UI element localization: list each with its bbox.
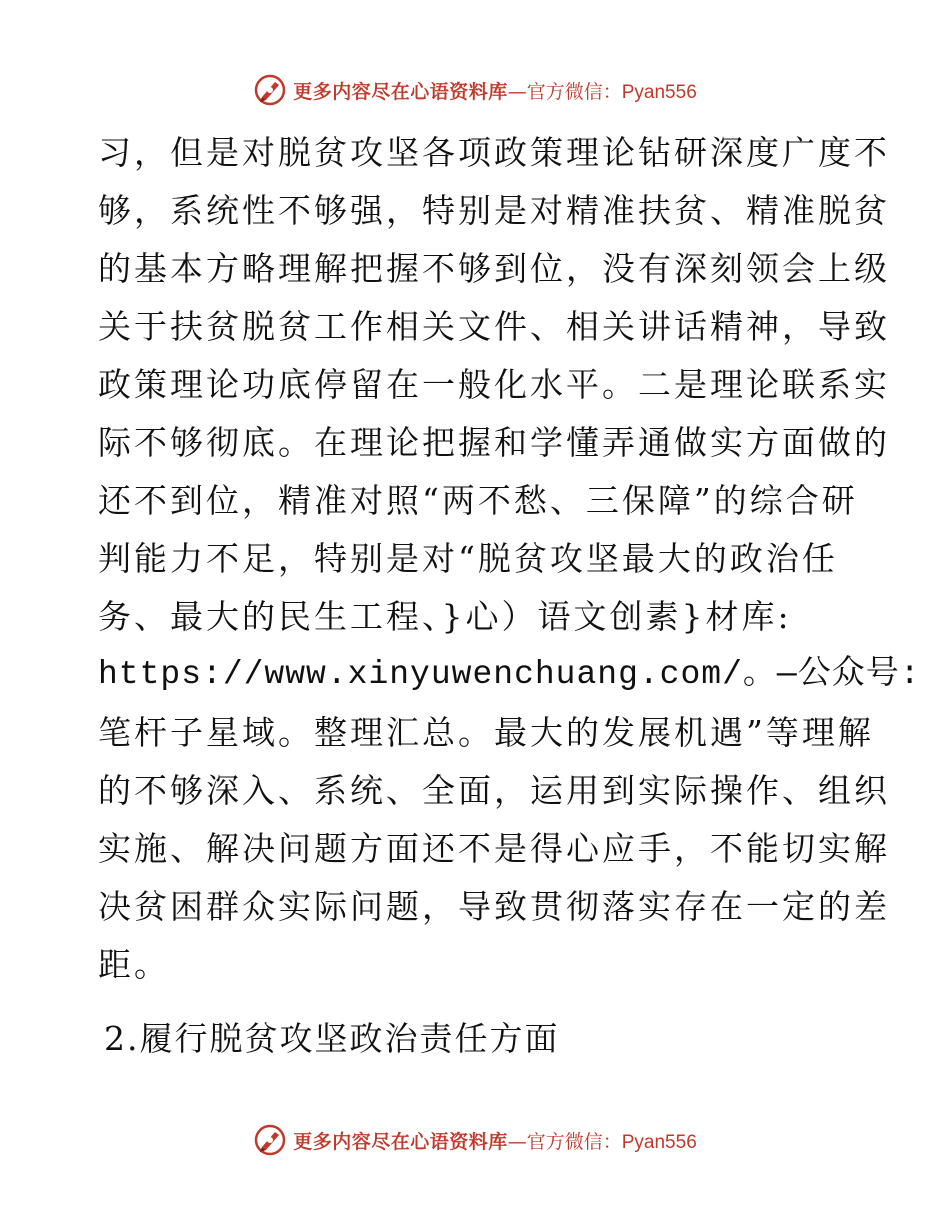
- banner-wechat-label: 官方微信：: [526, 80, 622, 103]
- header-watermark-banner: [0, 70, 950, 110]
- paragraph-line: 政策理论功底停留在一般化水平。二是理论联系实: [98, 365, 890, 404]
- banner-text: [293, 1127, 697, 1154]
- banner-text: [293, 77, 697, 104]
- paragraph-line: 的基本方略理解把握不够到位，没有深刻领会上级: [98, 249, 890, 288]
- brand-logo-icon: [253, 1123, 287, 1157]
- section-heading: 2.履行脱贫攻坚政治责任方面: [104, 1019, 560, 1058]
- brand-logo-icon: [253, 73, 287, 107]
- paragraph-line: 务、最大的民生工程、}心）语文创素}材库:: [98, 597, 792, 636]
- footer-watermark-banner: [0, 1120, 950, 1160]
- paragraph-line: 判能力不足，特别是对“脱贫攻坚最大的政治任: [98, 539, 838, 578]
- banner-dash: —: [507, 1130, 527, 1153]
- paragraph-line: 的不够深入、系统、全面，运用到实际操作、组织: [98, 771, 890, 810]
- banner-title: 更多内容尽在心语资料库: [293, 80, 508, 103]
- paragraph-line: 距。: [98, 945, 170, 984]
- paragraph-line-url: https://www.xinyuwenchuang.com/。—公众号:: [98, 656, 921, 693]
- paragraph-line: 习，但是对脱贫攻坚各项政策理论钻研深度广度不: [98, 133, 890, 172]
- banner-wechat-id: Pyan556: [621, 1131, 697, 1153]
- banner-dash: —: [507, 80, 527, 103]
- banner-wechat-id: Pyan556: [621, 81, 697, 103]
- paragraph-line: 笔杆子星域。整理汇总。最大的发展机遇”等理解: [98, 713, 874, 752]
- paragraph-line: 实施、解决问题方面还不是得心应手，不能切实解: [98, 829, 890, 868]
- body-paragraph: [98, 124, 921, 994]
- paragraph-line: 够，系统性不够强，特别是对精准扶贫、精准脱贫: [98, 191, 890, 230]
- paragraph-line: 际不够彻底。在理论把握和学懂弄通做实方面做的: [98, 423, 890, 462]
- banner-wechat-label: 官方微信：: [526, 1130, 622, 1153]
- paragraph-line: 还不到位，精准对照“两不愁、三保障”的综合研: [98, 481, 858, 520]
- paragraph-line: 关于扶贫脱贫工作相关文件、相关讲话精神，导致: [98, 307, 890, 346]
- banner-title: 更多内容尽在心语资料库: [293, 1130, 508, 1153]
- paragraph-line: 决贫困群众实际问题，导致贯彻落实存在一定的差: [98, 887, 890, 926]
